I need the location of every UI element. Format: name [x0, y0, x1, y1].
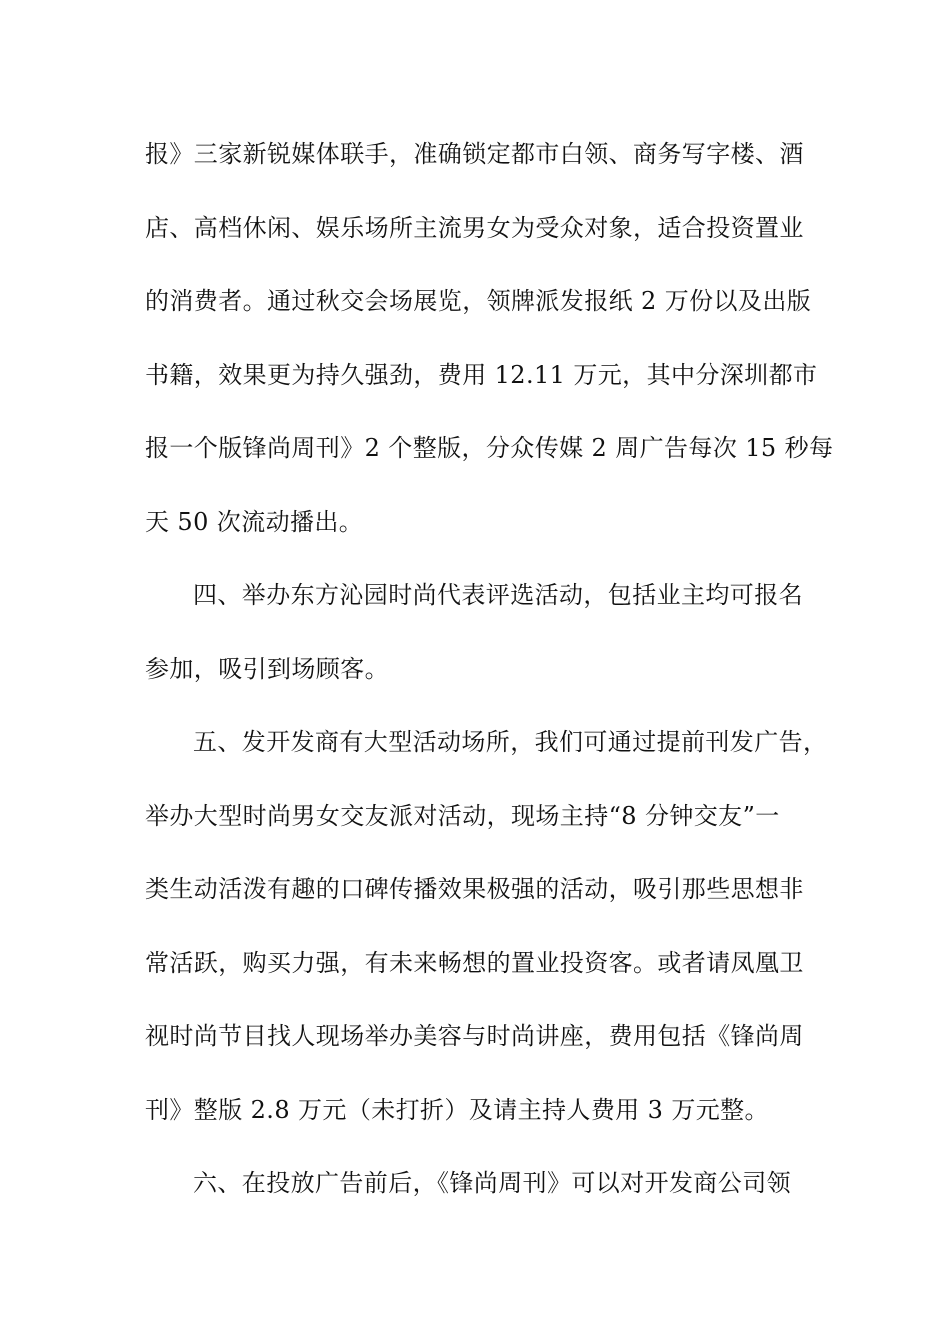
paragraph-line: 视时尚节目找人现场举办美容与时尚讲座，费用包括《锋尚周 — [145, 1022, 804, 1050]
paragraph-line: 刊》整版 2.8 万元（未打折）及请主持人费用 3 万元整。 — [145, 1095, 769, 1124]
paragraph-line: 报一个版锋尚周刊》2 个整版，分众传媒 2 周广告每次 15 秒每 — [145, 434, 834, 462]
paragraph-line: 六、在投放广告前后，《锋尚周刊》可以对开发商公司领 — [193, 1169, 791, 1197]
paragraph-line: 参加，吸引到场顾客。 — [145, 654, 389, 683]
paragraph-line: 店、高档休闲、娱乐场所主流男女为受众对象，适合投资置业 — [145, 213, 804, 242]
body-text — [145, 126, 835, 1229]
paragraph-line: 五、发开发商有大型活动场所，我们可通过提前刊发广告， — [193, 728, 828, 756]
paragraph-line: 的消费者。通过秋交会场展览，领牌派发报纸 2 万份以及出版 — [145, 287, 812, 315]
paragraph-line: 类生动活泼有趣的口碑传播效果极强的活动，吸引那些思想非 — [145, 875, 804, 903]
paragraph-line: 四、举办东方沁园时尚代表评选活动，包括业主均可报名 — [193, 581, 803, 609]
paragraph-line: 报》三家新锐媒体联手，准确锁定都市白领、商务写字楼、酒 — [145, 140, 804, 168]
paragraph-line: 举办大型时尚男女交友派对活动，现场主持“8 分钟交友”一 — [145, 801, 780, 830]
paragraph-line: 天 50 次流动播出。 — [145, 507, 364, 536]
paragraph-line: 常活跃，购买力强，有未来畅想的置业投资客。或者请凤凰卫 — [145, 948, 804, 977]
paragraph-line: 书籍，效果更为持久强劲，费用 12.11 万元，其中分深圳都市 — [145, 360, 818, 389]
